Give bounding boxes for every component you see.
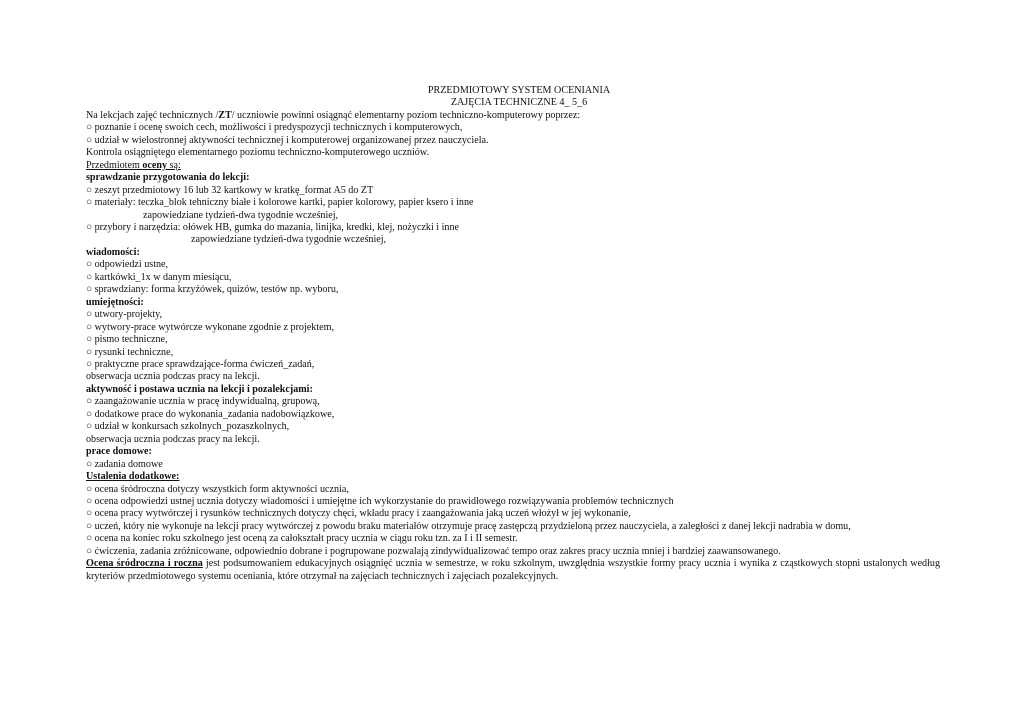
- knowledge-item: ○ odpowiedzi ustne,: [86, 259, 169, 271]
- activity-observation: obserwacja ucznia podczas pracy na lekcji.: [86, 433, 260, 445]
- activity-item: ○ dodatkowe prace do wykonania_zadania nadobowiązkowe,: [86, 408, 335, 420]
- additional-item: ○ ocena śródroczna dotyczy wszystkich form aktywności ucznia,: [86, 483, 349, 495]
- skills-observation: obserwacja ucznia podczas pracy na lekcji.: [86, 371, 260, 383]
- subject-text-start: Przedmiotem: [86, 159, 143, 171]
- activity-item: ○ udział w konkursach szkolnych_pozaszkolnych,: [86, 421, 290, 433]
- control-line: Kontrola osiągniętego elementarnego poziomu techniczno-komputerowego uczniów.: [86, 147, 429, 159]
- intro-text-end: / uczniowie powinni osiągnąć elementarny poziom techniczno-komputerowy poprzez:: [231, 109, 581, 121]
- additional-item: ○ uczeń, który nie wykonuje na lekcji pracy wytwórczej z powodu braku materiałów otrzymuje pracę zastępczą przydzieloną przez nauczyciela, a zaległości z danej lekcji nadrabia w domu,: [86, 520, 851, 532]
- document-content: [86, 85, 940, 583]
- intro-zt-abbrev: ZT: [218, 109, 232, 121]
- additional-item: ○ ocena odpowiedzi ustnej ucznia dotyczy wiadomości i umiejętne ich wykorzystanie do prawidłowego rozwiązywania problemów technicznych: [86, 495, 674, 507]
- intro-line: [86, 110, 940, 122]
- additional-item: ○ ocena pracy wytwórczej i rysunków technicznych dotyczy chęci, wkładu pracy i zaangażowania jaką uczeń włożył w jej wykonanie,: [86, 508, 631, 520]
- skills-heading: umiejętności:: [86, 296, 144, 308]
- subject-bold: oceny: [142, 159, 168, 171]
- document-title: PRZEDMIOTOWY SYSTEM OCENIANIA: [427, 85, 611, 96]
- skills-item: ○ rysunki techniczne,: [86, 346, 174, 358]
- homework-heading: prace domowe:: [86, 446, 152, 458]
- prep-item-continuation: zapowiedziane tydzień-dwa tygodnie wcześniej,: [191, 234, 387, 246]
- intro-item: ○ poznanie i ocenę swoich cech, możliwości i predyspozycji technicznych i komputerowych,: [86, 122, 463, 134]
- subject-line: [86, 160, 940, 172]
- intro-text-start: Na lekcjach zajęć technicznych /: [86, 109, 219, 121]
- knowledge-item: ○ kartkówki_1x w danym miesiącu,: [86, 271, 232, 283]
- prep-heading: sprawdzanie przygotowania do lekcji:: [86, 172, 250, 184]
- prep-item: ○ zeszyt przedmiotowy 16 lub 32 kartkowy w kratkę_format A5 do ZT: [86, 184, 374, 196]
- prep-item: ○ przybory i narzędzia: ołówek HB, gumka do mazania, linijka, kredki, klej, nożyczki i inne: [86, 221, 460, 233]
- prep-item-continuation: zapowiedziane tydzień-dwa tygodnie wcześniej,: [143, 209, 339, 221]
- additional-item: ○ ocena na koniec roku szkolnego jest oceną za całokształt pracy ucznia w ciągu roku tzn. za I i II semestr.: [86, 533, 518, 545]
- activity-heading: aktywność i postawa ucznia na lekcji i pozalekcjami:: [86, 383, 313, 395]
- final-bold-phrase: Ocena śródroczna i roczna: [86, 558, 203, 570]
- homework-item: ○ zadania domowe: [86, 458, 163, 470]
- knowledge-item: ○ sprawdziany: forma krzyżówek, quizów, testów np. wyboru,: [86, 284, 339, 296]
- prep-item: ○ materiały: teczka_blok tehniczny białe i kolorowe kartki, papier kolorowy, papier ksero i inne: [86, 197, 474, 209]
- additional-item: ○ ćwiczenia, zadania zróżnicowane, odpowiednio dobrane i pogrupowane pozwalają zindywidualizować tempo oraz zakres pracy ucznia mniej i bardziej zaawansowanego.: [86, 545, 781, 557]
- final-paragraph: [86, 558, 940, 583]
- skills-item: ○ utwory-projekty,: [86, 309, 163, 321]
- intro-item: ○ udział w wielostronnej aktywności technicznej i komputerowej organizowanej przez nauczyciela.: [86, 134, 489, 146]
- knowledge-heading: wiadomości:: [86, 246, 140, 258]
- document-subtitle: ZAJĘCIA TECHNICZNE 4_ 5_6: [450, 97, 588, 109]
- final-text: jest podsumowaniem edukacyjnych osiągnięć ucznia w semestrze, w roku szkolnym, uwzględnia wszystkie formy pracy ucznia i wynika z cząstkowych stopni ustalonych według kryteriów przedmiotowego systemu oceniania, które otrzymał na zajęciach technicznych i zajęciach pozalekcyjnych.: [86, 558, 940, 582]
- skills-item: ○ praktyczne prace sprawdzające-forma ćwiczeń_zadań,: [86, 358, 315, 370]
- skills-item: ○ pismo techniczne,: [86, 334, 168, 346]
- additional-heading: Ustalenia dodatkowe:: [86, 471, 180, 483]
- subject-text-end: są:: [167, 159, 181, 171]
- skills-item: ○ wytwory-prace wytwórcze wykonane zgodnie z projektem,: [86, 321, 334, 333]
- activity-item: ○ zaangażowanie ucznia w pracę indywidualną, grupową,: [86, 396, 320, 408]
